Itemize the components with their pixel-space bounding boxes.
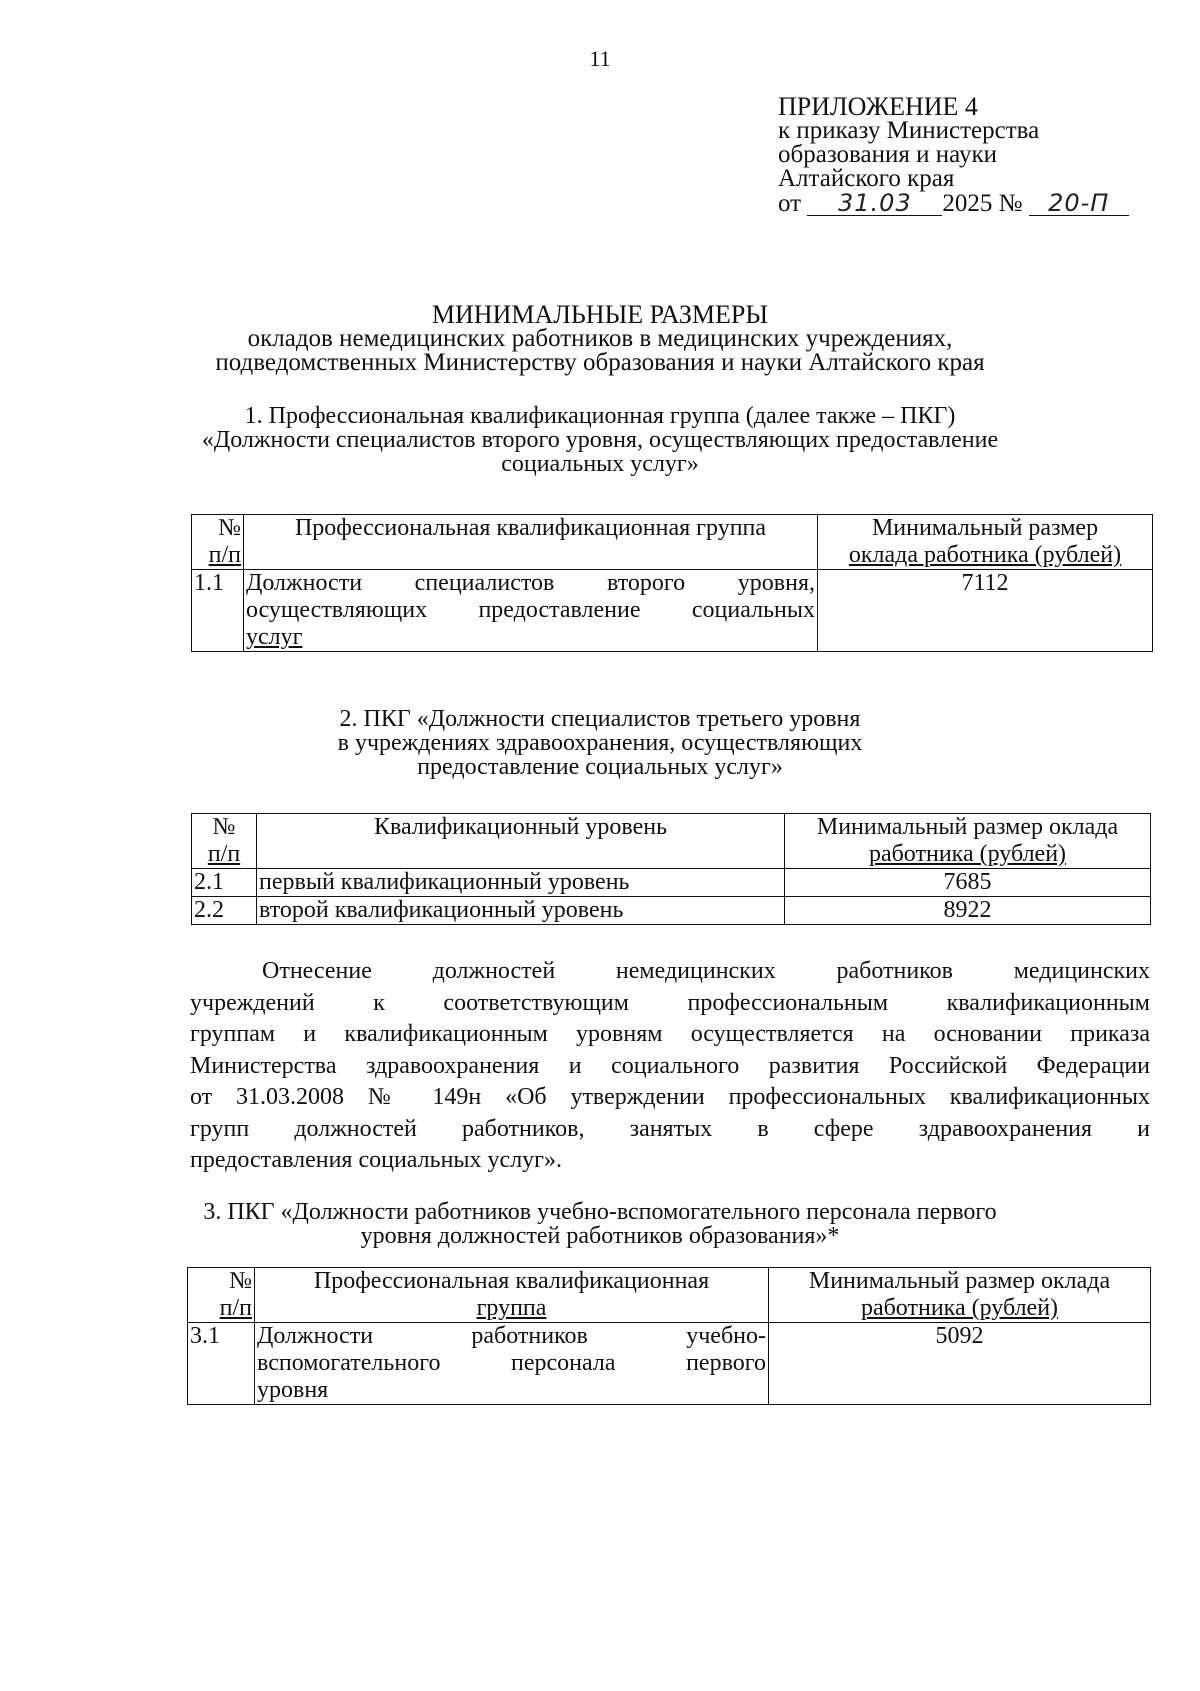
section-title-line: уровня должностей работников образования»* xyxy=(360,1223,840,1249)
row-text-line: Должности работников учебно- xyxy=(257,1323,766,1349)
table-header-level: Квалификационный уровень xyxy=(257,814,785,869)
table-header-num xyxy=(192,814,257,869)
header-salary-line: оклада работника (рублей) xyxy=(848,542,1122,568)
document-subtitle-line: подведомственных Министерству образования и науки Алтайского края xyxy=(215,349,985,376)
table-row xyxy=(188,1323,1151,1405)
section-title-line: «Должности специалистов второго уровня, осуществляющих предоставление xyxy=(201,427,999,453)
body-paragraph xyxy=(190,956,1150,1177)
row-text: первый квалификационный уровень xyxy=(257,869,785,897)
year-text: 2025 № xyxy=(942,190,1023,217)
row-value: 8922 xyxy=(785,897,1151,925)
header-num-pp: п/п xyxy=(207,841,241,867)
handwritten-order-number: 20-П xyxy=(1029,191,1129,216)
table-header-num xyxy=(192,515,244,570)
row-text-line: осуществляющих предоставление социальных xyxy=(246,597,815,623)
paragraph-line: предоставления социальных услуг». xyxy=(190,1147,563,1173)
row-text-line: услуг xyxy=(246,624,303,650)
section-2-table xyxy=(191,813,1151,925)
row-text-line: Должности специалистов второго уровня, xyxy=(246,570,815,596)
row-text-line: вспомогательного персонала первого xyxy=(257,1350,766,1376)
table-header-group xyxy=(255,1268,769,1323)
date-prefix: от xyxy=(778,190,802,217)
row-text-line: уровня xyxy=(257,1377,329,1403)
table-row xyxy=(192,869,1151,897)
appendix-line: Алтайского края xyxy=(778,165,955,192)
paragraph-line: группам и квалификационным уровням осуществляется на основании приказа xyxy=(190,1021,1150,1047)
paragraph-line: учреждений к соответствующим профессиональным квалификационным xyxy=(190,989,1150,1016)
section-title-line: 2. ПКГ «Должности специалистов третьего уровня xyxy=(339,706,861,732)
header-group-line: Профессиональная квалификационная xyxy=(313,1268,710,1294)
header-num-sign: № xyxy=(229,1268,252,1294)
handwritten-date: 31.03 xyxy=(807,191,942,216)
table-header-row xyxy=(192,515,1153,570)
row-value: 7685 xyxy=(785,869,1151,897)
header-num-sign: № xyxy=(212,814,236,840)
header-num-pp: п/п xyxy=(219,1295,252,1321)
header-num-pp: п/п xyxy=(208,542,241,568)
table-header-salary xyxy=(769,1268,1151,1323)
table-row xyxy=(192,897,1151,925)
appendix-date-line xyxy=(778,191,1129,216)
section-3-table xyxy=(187,1267,1151,1405)
row-num: 1.1 xyxy=(192,570,244,652)
row-num: 2.2 xyxy=(192,897,257,925)
section-title-line: 3. ПКГ «Должности работников учебно-вспомогательного персонала первого xyxy=(203,1199,997,1225)
table-header-salary xyxy=(785,814,1151,869)
table-header-num xyxy=(188,1268,255,1323)
paragraph-line: Министерства здравоохранения и социального развития Российской Федерации xyxy=(190,1052,1150,1079)
table-header-row xyxy=(188,1268,1151,1323)
document-title xyxy=(0,300,1200,376)
table-header-salary xyxy=(818,515,1153,570)
paragraph-line: групп должностей работников, занятых в сфере здравоохранения и xyxy=(190,1115,1150,1142)
section-1-table xyxy=(191,514,1153,652)
row-text: второй квалификационный уровень xyxy=(257,897,785,925)
table-header-group: Профессиональная квалификационная группа xyxy=(244,515,818,570)
row-value: 7112 xyxy=(818,570,1153,652)
row-num: 2.1 xyxy=(192,869,257,897)
appendix-title: ПРИЛОЖЕНИЕ 4 xyxy=(778,92,978,121)
header-salary-line: работника (рублей) xyxy=(860,1295,1059,1321)
row-value: 5092 xyxy=(769,1323,1151,1405)
section-title-line: в учреждениях здравоохранения, осуществляющих xyxy=(337,730,863,756)
appendix-block xyxy=(778,92,1129,217)
row-text xyxy=(244,570,818,652)
header-salary-line: Минимальный размер оклада xyxy=(808,1268,1111,1294)
section-title-line: социальных услуг» xyxy=(501,451,699,477)
appendix-line: образования и науки xyxy=(778,141,997,168)
row-text xyxy=(255,1323,769,1405)
header-salary-line: Минимальный размер оклада xyxy=(816,814,1119,840)
header-num-sign: № xyxy=(218,515,241,541)
paragraph-line: Отнесение должностей немедицинских работников медицинских xyxy=(262,958,1150,984)
header-salary-line: Минимальный размер xyxy=(871,515,1099,541)
section-title-line: предоставление социальных услуг» xyxy=(417,754,783,780)
row-num: 3.1 xyxy=(188,1323,255,1405)
document-title-main: МИНИМАЛЬНЫЕ РАЗМЕРЫ xyxy=(431,300,769,329)
header-salary-line: работника (рублей) xyxy=(868,841,1067,867)
section-2-title xyxy=(0,707,1200,779)
section-3-title xyxy=(0,1200,1200,1248)
section-title-line: 1. Профессиональная квалификационная группа (далее также – ПКГ) xyxy=(244,403,956,429)
appendix-line: к приказу Министерства xyxy=(778,117,1040,144)
document-subtitle-line: окладов немедицинских работников в медицинских учреждениях, xyxy=(247,325,953,352)
section-1-title xyxy=(0,404,1200,476)
header-group-line: группа xyxy=(476,1295,547,1321)
table-row xyxy=(192,570,1153,652)
table-header-row xyxy=(192,814,1151,869)
paragraph-line: от 31.03.2008 № 149н «Об утверждении профессиональных квалификационных xyxy=(190,1084,1150,1110)
page-number: 11 xyxy=(589,46,611,71)
